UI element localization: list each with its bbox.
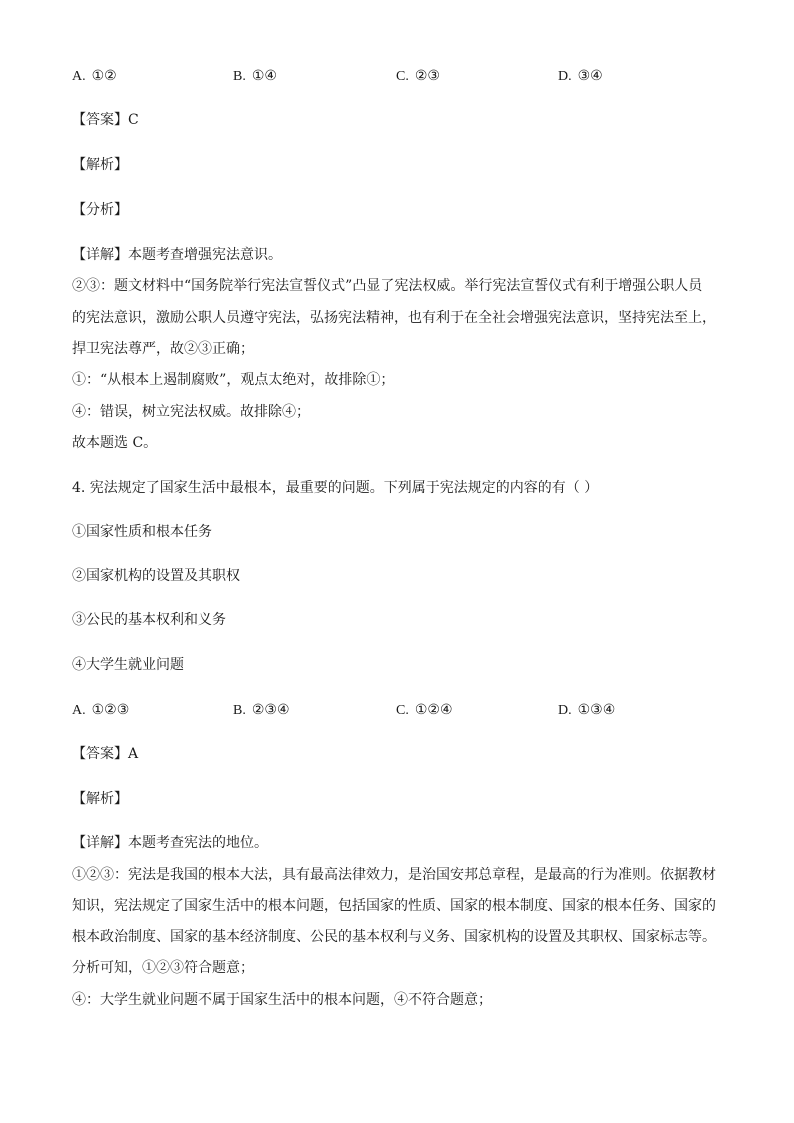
q3-answer: 【答案】C — [72, 112, 139, 128]
option-letter: B. — [233, 69, 246, 84]
q4-item-3: ③公民的基本权利和义务 — [72, 612, 226, 628]
q3-option-c — [396, 66, 440, 87]
q4-option-a — [72, 700, 129, 721]
q4-item-2: ②国家机构的设置及其职权 — [72, 568, 240, 584]
option-text: ③④ — [577, 68, 603, 84]
q3-explain-line: ②③：题文材料中“国务院举行宪法宣誓仪式”凸显了宪法权威。举行宪法宣誓仪式有利于增强公职人员 — [72, 278, 703, 294]
option-text: ①④ — [251, 68, 277, 84]
option-text: ①②③ — [91, 702, 130, 718]
q3-fenxi-label: 【分析】 — [72, 202, 128, 218]
q3-detail: 【详解】本题考查增强宪法意识。 — [72, 247, 282, 263]
option-text: ①②④ — [414, 702, 453, 718]
q3-explain-line: 的宪法意识，激励公职人员遵守宪法，弘扬宪法精神，也有利于在全社会增强宪法意识，坚持宪法至上， — [72, 310, 716, 326]
q4-explain-line: ④：大学生就业问题不属于国家生活中的根本问题，④不符合题意； — [72, 992, 492, 1008]
q4-explain-line: ①②③：宪法是我国的根本大法，具有最高法律效力，是治国安邦总章程，是最高的行为准则。依据教材 — [72, 867, 716, 883]
q3-option-d — [558, 66, 603, 87]
option-letter: D. — [558, 703, 572, 718]
option-letter: B. — [233, 703, 246, 718]
q4-explain-line: 根本政治制度、国家的基本经济制度、公民的基本权利与义务、国家机构的设置及其职权、国家标志等。 — [72, 929, 716, 945]
q4-stem: 4. 宪法规定了国家生活中最根本，最重要的问题。下列属于宪法规定的内容的有（ ） — [72, 480, 599, 496]
q3-option-b — [233, 66, 277, 87]
option-text: ①③④ — [577, 702, 616, 718]
option-letter: C. — [396, 69, 409, 84]
q4-option-c — [396, 700, 453, 721]
q4-item-4: ④大学生就业问题 — [72, 657, 184, 673]
q3-explain-line: ④：错误，树立宪法权威。故排除④； — [72, 404, 310, 420]
q4-explain-line: 知识，宪法规定了国家生活中的根本问题，包括国家的性质、国家的根本制度、国家的根本任务、国家的 — [72, 898, 716, 914]
q3-explain-line: 捍卫宪法尊严，故②③正确； — [72, 341, 254, 357]
q3-analysis-label: 【解析】 — [72, 157, 128, 173]
q4-option-d — [558, 700, 615, 721]
option-letter: D. — [558, 69, 572, 84]
q4-analysis-label: 【解析】 — [72, 791, 128, 807]
option-letter: A. — [72, 703, 86, 718]
option-text: ②③④ — [251, 702, 290, 718]
q3-conclusion: 故本题选 C。 — [72, 435, 158, 451]
q4-explain-line: 分析可知，①②③符合题意； — [72, 960, 254, 976]
option-text: ①② — [91, 68, 117, 84]
q4-detail: 【详解】本题考查宪法的地位。 — [72, 835, 268, 851]
q3-option-a — [72, 66, 117, 87]
option-text: ②③ — [414, 68, 440, 84]
q4-item-1: ①国家性质和根本任务 — [72, 524, 212, 540]
q3-explain-line: ①：“从根本上遏制腐败”，观点太绝对，故排除①； — [72, 372, 395, 388]
option-letter: C. — [396, 703, 409, 718]
q4-option-b — [233, 700, 290, 721]
option-letter: A. — [72, 69, 86, 84]
q4-answer: 【答案】A — [72, 746, 139, 762]
